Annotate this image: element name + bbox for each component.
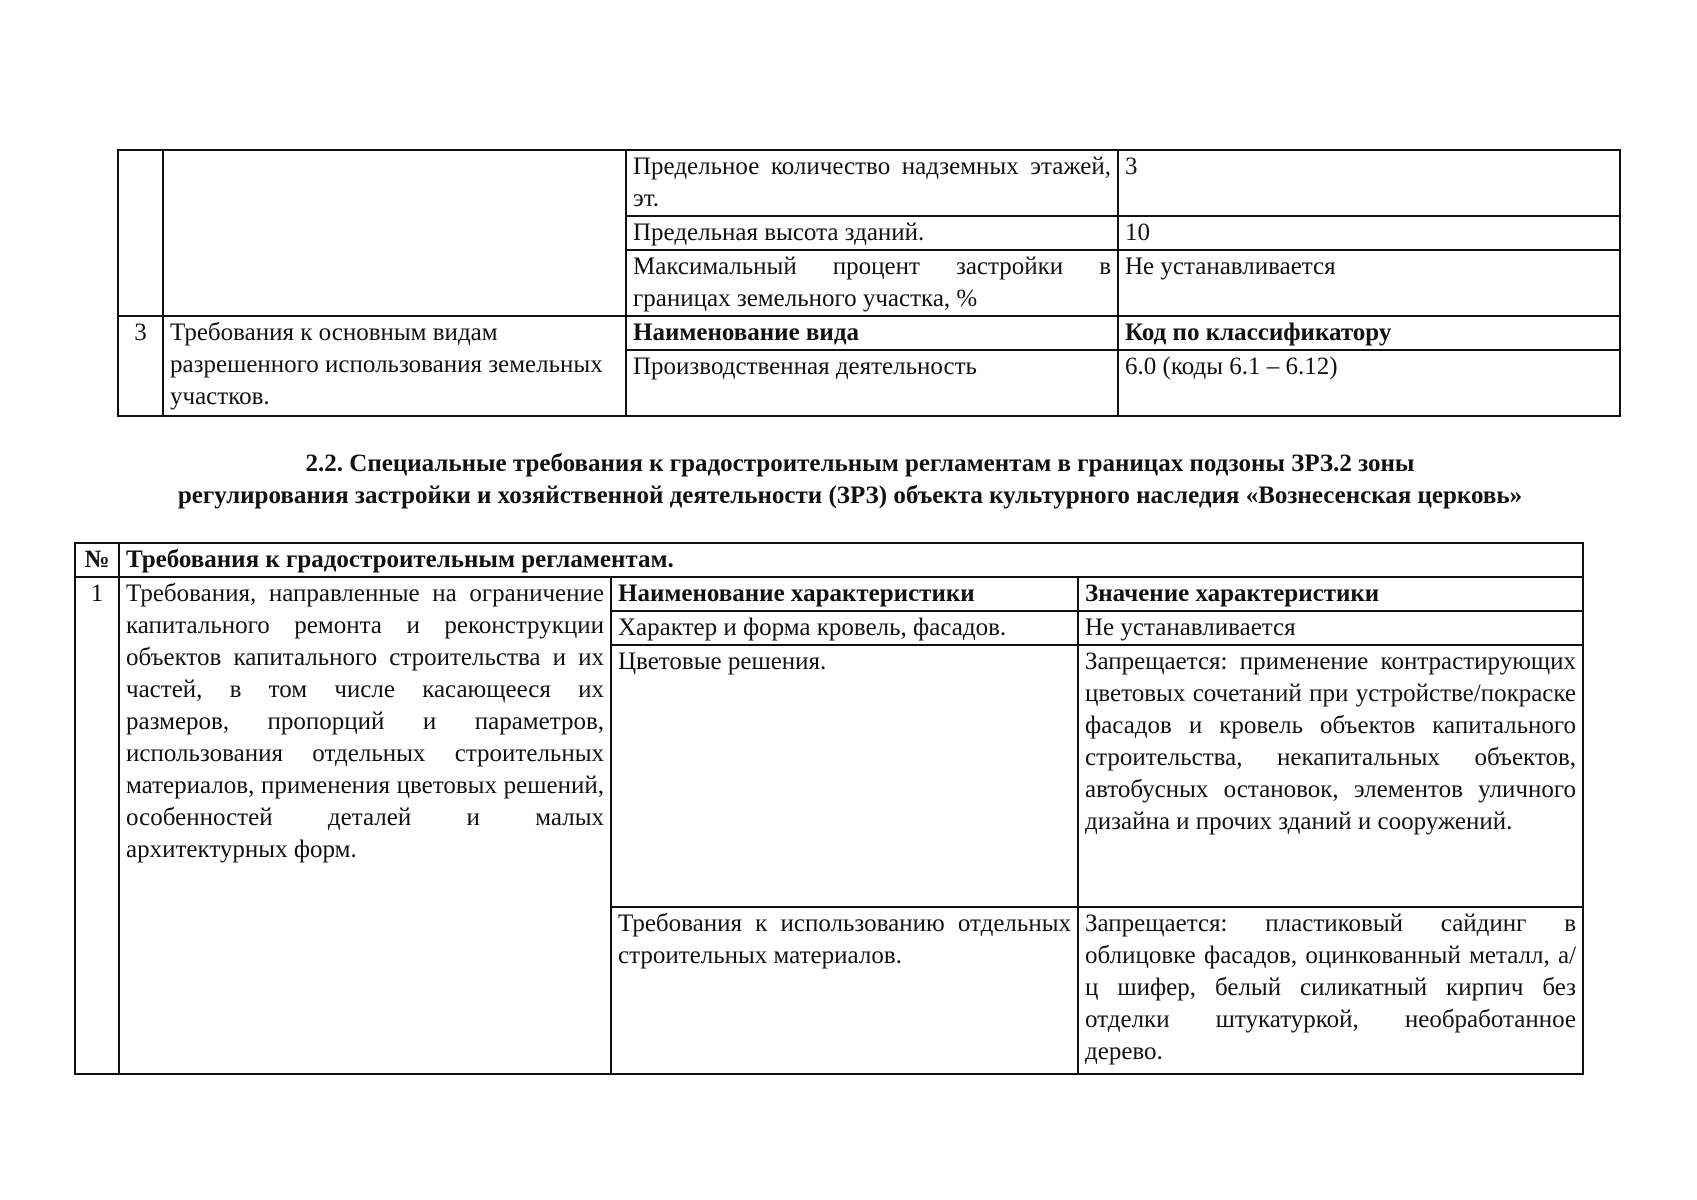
code-cell: 6.0 (коды 6.1 – 6.12)	[1118, 350, 1620, 416]
requirement-cell: Требования, направленные на ограничение капитального ремонта и реконструкции объектов капитального строительства и их частей, в том числе касающееся их размеров, пропорций и параметров, использования отдельных строительных материалов, применения цветовых решений, особенностей деталей и малых архитектурных форм.	[119, 577, 611, 1074]
value-cell: Не устанавливается	[1118, 250, 1620, 316]
characteristic-cell: Предельная высота зданий.	[626, 216, 1118, 250]
characteristic-cell: Характер и форма кровель, фасадов.	[611, 611, 1078, 645]
column-header-name: Наименование характеристики	[611, 577, 1078, 611]
column-header-name: Наименование вида	[626, 316, 1118, 350]
table-title: Требования к градостроительным регламентам.	[119, 543, 1583, 577]
row-number: 1	[75, 577, 119, 1074]
value-cell: Запрещается: пластиковый сайдинг в облицовке фасадов, оцинкованный металл, а/ц шифер, белый силикатный кирпич без отделки штукатуркой, необработанное дерево.	[1078, 907, 1583, 1074]
characteristic-cell: Требования к использованию отдельных строительных материалов.	[611, 907, 1078, 1074]
column-header-value: Значение характеристики	[1078, 577, 1583, 611]
row-number: 3	[118, 316, 163, 416]
section-heading-line-1: 2.2. Специальные требования к градостроительным регламентам в границах подзоны ЗРЗ.2 зоны	[305, 450, 1415, 477]
section-heading	[40, 448, 1660, 512]
activity-cell: Производственная деятельность	[626, 350, 1118, 416]
num-cell-empty	[118, 150, 163, 316]
characteristic-cell: Максимальный процент застройки в границах земельного участка, %	[626, 250, 1118, 316]
characteristic-cell: Цветовые решения.	[611, 645, 1078, 907]
value-cell: Не устанавливается	[1078, 611, 1583, 645]
value-cell: 3	[1118, 150, 1620, 216]
requirement-cell-empty	[163, 150, 626, 316]
requirement-cell: Требования к основным видам разрешенного использования земельных участков.	[163, 316, 626, 416]
value-cell: Запрещается: применение контрастирующих цветовых сочетаний при устройстве/покраске фасадов и кровель объектов капитального строительства, некапитальных объектов, автобусных остановок, элементов уличного дизайна и прочих зданий и сооружений.	[1078, 645, 1583, 907]
requirements-table-continued	[117, 149, 1621, 417]
value-cell: 10	[1118, 216, 1620, 250]
section-heading-line-2: регулирования застройки и хозяйственной деятельности (ЗРЗ) объекта культурного наследия «Вознесенская церковь»	[177, 482, 1523, 509]
column-header-code: Код по классификатору	[1118, 316, 1620, 350]
characteristic-cell: Предельное количество надземных этажей, эт.	[626, 150, 1118, 216]
header-number: №	[75, 543, 119, 577]
special-requirements-table	[74, 542, 1584, 1075]
